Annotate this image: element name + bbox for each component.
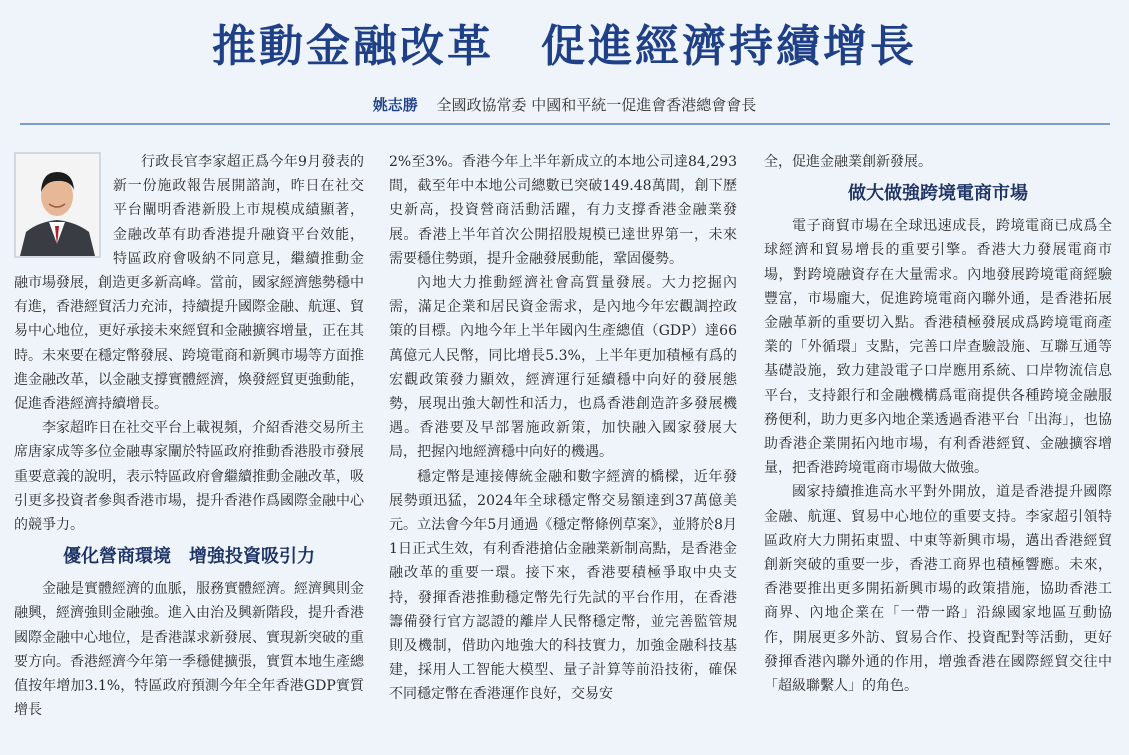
- paragraph: 金融是實體經濟的血脈，服務實體經濟。經濟興則金融興，經濟強則金融強。進入由治及興新階段，提升香港國際金融中心地位，是香港謀求新發展、實現新突破的重要方向。香港經濟今年第一季穩健擴張，實質本地生產總值按年增加3.1%，特區政府預測今年全年香港GDP實質增長: [14, 581, 364, 719]
- author-role: 全國政協常委 中國和平統一促進會香港總會會長: [436, 96, 757, 114]
- section-heading: 優化營商環境 增強投資吸引力: [63, 546, 315, 568]
- paragraph: 李家超昨日在社交平台上載視頻，介紹香港交易所主席唐家成等多位金融專家闡於特區政府推動香港股市發展重要意義的說明，表示特區政府會繼續推動金融改革，吸引更多投資者參與香港市場，提升香港作爲國際金融中心的競爭力。: [14, 420, 364, 534]
- author-name: 姚志勝: [372, 96, 418, 114]
- paragraph: 穩定幣是連接傳統金融和數字經濟的橋樑，近年發展勢頭迅猛，2024年全球穩定幣交易額達到37萬億美元。立法會今年5月通過《穩定幣條例草案》，並將於8月1日正式生效，有利香港搶佔金融業新制高點，是香港金融改革的重要一環。接下來，香港要積極爭取中央支持，發揮香港推動穩定幣先行先試的平台作用，在香港籌備發行官方認證的離岸人民幣穩定幣，並完善監管規則及機制，借助內地強大的科技實力，加強金融科技基建，採用人工智能大模型、量子計算等前沿技術，確保不同穩定幣在香港運作良好，交易安: [389, 468, 737, 703]
- section-heading: 做大做強跨境電商市場: [848, 183, 1028, 205]
- paragraph: 內地大力推動經濟社會高質量發展。大力挖掘內需，滿足企業和居民資金需求，是內地今年宏觀調控政策的目標。內地今年上半年國內生產總值（GDP）達66萬億元人民幣，同比增長5.3%，上半年更加積極有爲的宏觀政策發力顯效，經濟運行延續穩中向好的發展態勢，展現出強大韌性和活力，也爲香港創造許多發展機遇。香港要及早部署施政新策，加快融入國家發展大局，把握內地經濟穩中向好的機遇。: [389, 275, 737, 461]
- article-title: 推動金融改革 促進經濟持續增長: [212, 21, 917, 72]
- article-column-1: [14, 150, 364, 750]
- paragraph: 2%至3%。香港今年上半年新成立的本地公司達84,293間，截至年中本地公司總數已突破149.48萬間，創下歷史新高，投資營商活動活躍，有力支撐香港金融業發展。香港上半年首次公開招股規模已達世界第一，未來需要穩住勢頭，提升金融發展動能，鞏固優勢。: [389, 154, 737, 267]
- article-column-2: [389, 150, 737, 750]
- paragraph: 電子商貿市場在全球迅速成長，跨境電商已成爲全球經濟和貿易增長的重要引擎。香港大力發展電商市場，對跨境融資存在大量需求。內地發展跨境電商經驗豐富，市場龐大，促進跨境電商內聯外通，是香港拓展金融革新的重要切入點。香港積極發展成爲跨境電商產業的「外循環」支點，完善口岸查驗設施、互聯互通等基礎設施，致力建設電子口岸應用系統、口岸物流信息平台，支持銀行和金融機構爲電商提供各種跨境金融服務便利，助力更多內地企業透過香港平台「出海」，也協助香港企業開拓內地市場，有利香港經貿、金融擴容增量，把香港跨境電商市場做大做強。: [764, 218, 1112, 477]
- paragraph: 國家持續推進高水平對外開放，道是香港提升國際金融、航運、貿易中心地位的重要支持。李家超引領特區政府大力開拓東盟、中東等新興市場，邁出香港經貿創新突破的重要一步，香港工商界也積極響應。未來，香港要推出更多開拓新興市場的政策措施，協助香港工商界、內地企業在「一帶一路」沿線國家地區互動協作，開展更多外訪、貿易合作、投資配對等活動，更好發揮香港內聯外通的作用，增強香港在國際經貿交往中「超級聯繫人」的角色。: [764, 484, 1112, 695]
- byline: [0, 94, 1129, 116]
- article-column-3: [764, 150, 1112, 750]
- paragraph: 全，促進金融業創新發展。: [764, 154, 932, 170]
- author-portrait-photo: [14, 152, 101, 258]
- header-divider: [20, 123, 1110, 125]
- paragraph: 行政長官李家超正爲今年9月發表的新一份施政報告展開諮詢，昨日在社交平台闡明香港新股上市規模成績顯著，金融改革有助香港提升融資平台效能，特區政府會吸納不同意見，繼續推動金融市場發展，創造更多新高峰。當前，國家經濟態勢穩中有進，香港經貿活力充沛，持續提升國際金融、航運、貿易中心地位，更好承接未來經貿和金融擴容增量，正在其時。未來要在穩定幣發展、跨境電商和新興市場等方面推進金融改革，以金融支撐實體經濟，煥發經貿更強動能，促進香港經濟持續增長。: [14, 154, 364, 413]
